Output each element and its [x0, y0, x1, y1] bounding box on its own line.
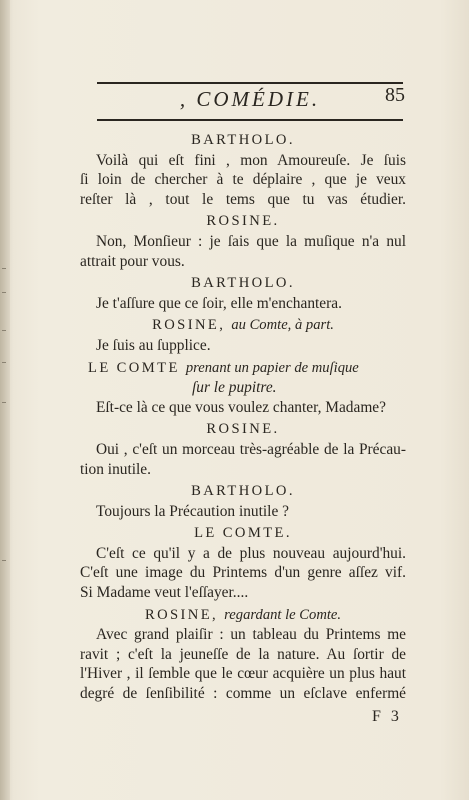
dialogue-line: attrait pour vous.: [80, 252, 185, 270]
speaker-name: [80, 212, 406, 232]
gutter-mark: [2, 292, 6, 293]
dialogue-line: Eſt-ce là ce que vous voulez chanter, Madame?: [96, 398, 386, 416]
dialogue-line: Je ſuis au ſupplice.: [96, 336, 211, 354]
dialogue-line: Voilà qui eſt fini , mon Amoureuſe. Je ſuis: [96, 151, 406, 169]
speaker-name: [80, 420, 406, 440]
dialogue-line: Oui , c'eſt un morceau très-agréable de la Précau-: [96, 440, 406, 458]
gutter-mark: [2, 560, 6, 561]
speaker-name: [80, 359, 406, 379]
dialogue-line: Toujours la Précaution inutile ?: [96, 502, 289, 520]
stage-direction: au Comte, à part.: [231, 317, 334, 334]
page-gutter: [0, 0, 10, 800]
speaker-label: LE COMTE.: [194, 525, 292, 542]
dialogue-line: Avec grand plaiſir : un tableau du Printems me: [96, 626, 406, 644]
dialogue-line: reſter là , tout le tems que tu vas étudier.: [80, 190, 406, 208]
header-rule-bottom: [97, 119, 403, 121]
speaker-label: LE COMTE: [88, 359, 180, 376]
gutter-mark: [2, 402, 6, 403]
speaker-label: BARTHOLO.: [191, 275, 295, 292]
dialogue-line: ſi loin de chercher à te déplaire , que je veux: [80, 171, 406, 189]
speaker-name: [80, 606, 406, 626]
gutter-mark: [2, 362, 6, 363]
dialogue-line: Je t'aſſure que ce ſoir, elle m'enchantera.: [96, 294, 342, 312]
dialogue-line: C'eſt une image du Printems d'un genre aſſez vif.: [80, 564, 406, 582]
play-text: [80, 128, 406, 704]
stage-direction: regardant le Comte.: [224, 606, 342, 623]
speaker-label: ROSINE,: [152, 317, 226, 334]
dialogue-line: l'Hiver , il ſemble que le cœur acquière un plus haut: [80, 665, 406, 683]
running-header: [97, 74, 403, 122]
speaker-name: [80, 316, 406, 336]
stage-direction: prenant un papier de muſique: [185, 359, 359, 376]
running-title: , COMÉDIE.: [179, 87, 321, 111]
speaker-label: ROSINE.: [206, 421, 280, 438]
gutter-mark: [2, 330, 6, 331]
speaker-label: BARTHOLO.: [191, 483, 295, 500]
speaker-name: [80, 524, 406, 544]
header-rule-top: [97, 82, 403, 84]
speaker-label: BARTHOLO.: [191, 132, 295, 148]
dialogue-line: tion inutile.: [80, 460, 151, 478]
speaker-name: [80, 131, 406, 151]
speaker-name: [80, 482, 406, 502]
speaker-label: ROSINE,: [144, 606, 219, 623]
signature-mark: F 3: [372, 708, 402, 725]
dialogue-line: Non, Monſieur : je ſais que la muſique n'a nul: [96, 232, 406, 250]
dialogue-line: Si Madame veut l'eſſayer....: [80, 584, 249, 602]
dialogue-line: degré de ſenſibilité : comme un eſclave enfermé: [80, 685, 406, 703]
stage-direction-continued: ſur le pupitre.: [192, 379, 277, 397]
speaker-name: [80, 274, 406, 294]
gutter-mark: [2, 268, 6, 269]
speaker-label: ROSINE.: [206, 213, 280, 230]
page-number: 85: [385, 84, 405, 106]
dialogue-line: ravit ; c'eſt la jeuneſſe de la nature. Au ſortir de: [80, 645, 406, 663]
dialogue-line: C'eſt ce qu'il y a de plus nouveau aujourd'hui.: [96, 544, 406, 562]
